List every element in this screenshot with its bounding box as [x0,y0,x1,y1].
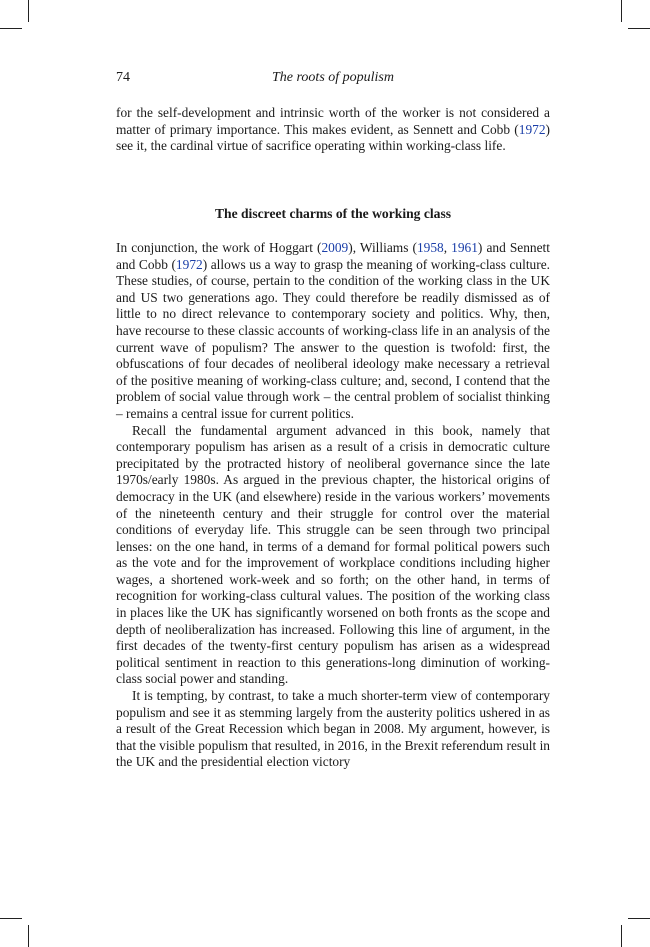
p1-text-5: ) allows us a way to grasp the meaning of working-class culture. These studies, of course, pertain to the condition of the working class in the UK and US two generations ago. They could therefore be readily dismissed as of little to no direct relevance to contemporary society and politics. Why, then, have recourse to these classic accounts of working-class life in an analysis of the current wave of populism? The answer to the question is twofold: first, the obfuscations of four decades of neoliberal ideology make necessary a retrieval of the positive meaning of working-class culture; and, second, I contend that the problem of social value through work – the central problem of socialist thinking – remains a central issue for current politics. [116,256,551,421]
opening-text-1: for the self-development and intrinsic worth of the worker is not considered a matter of primary importance. This makes evident, as Sennett and Cobb ( [116,105,550,137]
opening-paragraph [116,105,550,155]
p1-text-2: ), Williams ( [348,240,417,255]
p1-text-1: In conjunction, the work of Hoggart ( [116,240,322,255]
crop-mark-top-right [621,0,622,22]
citation-williams-1961[interactable]: 1961 [451,240,478,255]
body-text [116,240,550,771]
p1-text-3: , [443,240,452,255]
citation-sennett-cobb-1972[interactable]: 1972 [518,121,546,137]
crop-mark-top-left-h [0,28,22,29]
crop-mark-bottom-right-h [628,918,650,919]
paragraph-1 [116,240,550,423]
crop-mark-bottom-right [621,925,622,947]
page-header [116,70,550,90]
p1-text-4: ) and Sennett and Cobb ( [116,240,550,272]
citation-williams-1958[interactable]: 1958 [416,240,444,255]
opening-text-2: ) see it, the cardinal virtue of sacrifice operating within working-class life. [116,121,550,154]
section-heading: The discreet charms of the working class [214,206,452,221]
running-title: The roots of populism [272,70,394,85]
crop-mark-bottom-left [28,925,29,947]
citation-hoggart-2009[interactable]: 2009 [321,240,349,255]
opening-paragraph-block [116,105,550,155]
crop-mark-top-right-h [628,28,650,29]
paragraph-3: It is tempting, by contrast, to take a much shorter-term view of contemporary populism and see it as stemming largely from the austerity politics ushered in as a result of the Great Recession which began in 2008. My argument, however, is that the visible populism that resulted, in 2016, in the Brexit referendum result in the UK and the presidential election victory [116,688,550,770]
crop-mark-bottom-left-h [0,918,22,919]
page-number: 74 [116,70,130,85]
paragraph-2: Recall the fundamental argument advanced in this book, namely that contemporary populism has arisen as a result of a crisis in democratic culture precipitated by the protracted history of neoliberal governance since the late 1970s/early 1980s. As argued in the previous chapter, the historical origins of democracy in the UK (and elsewhere) reside in the various workers’ movements of the nineteenth century and their struggle for control over the material conditions of everyday life. This struggle can be seen through two principal lenses: on the one hand, in terms of a demand for formal political powers such as the vote and for the improvement of workplace conditions including higher wages, a shortened work-week and so forth; on the other hand, in terms of recognition for working-class cultural values. The position of the working class in places like the UK has significantly worsened on both fronts as the scope and depth of neoliberalization has increased. Following this line of argument, in the first decades of the twenty-first century populism has arisen as a widespread political sentiment in reaction to this generations-long diminution of working-class social power and standing. [116,422,550,687]
crop-mark-top-left [28,0,29,22]
citation-sennett-cobb-1972-b[interactable]: 1972 [175,256,203,272]
